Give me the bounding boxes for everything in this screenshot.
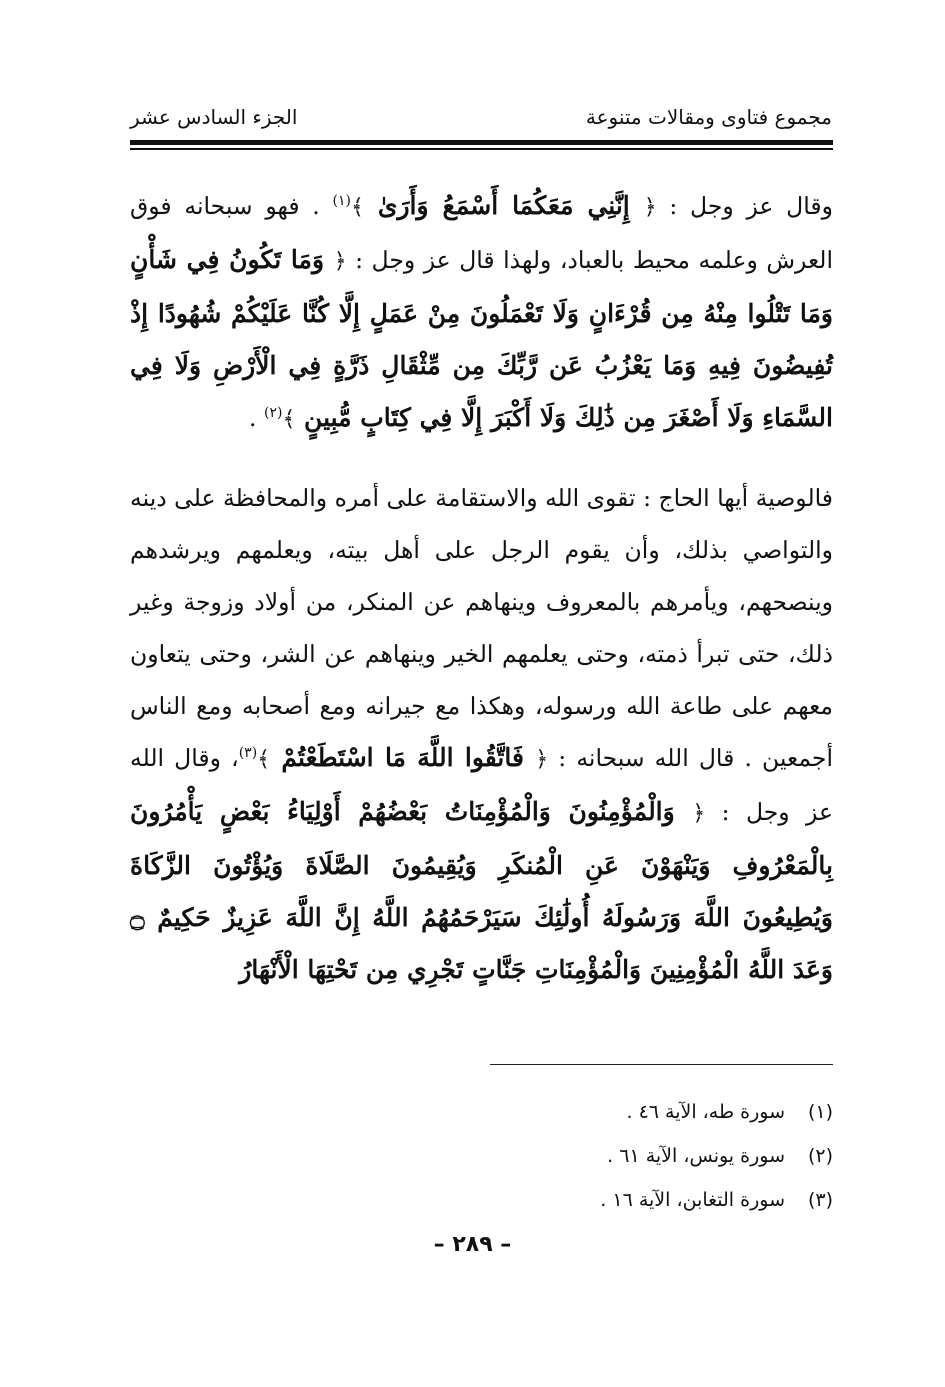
footnote-text: سورة التغابن، الآية ١٦ . bbox=[600, 1189, 785, 1211]
footnote-separator bbox=[490, 1064, 833, 1065]
quran-verse: وَمَا تَكُونُ فِي شَأْنٍ وَمَا تَتْلُوا مِنْهُ مِن قُرْءَانٍ وَلَا تَعْمَلُونَ مِنْ عَمَلٍ إِلَّا كُنَّا عَلَيْكُمْ شُهُودًا إِذْ تُفِيضُونَ فِيهِ وَمَا يَعْزُبُ عَن رَّبِّكَ مِن مِّثْقَالِ ذَرَّةٍ فِي الْأَرْضِ وَلَا فِي السَّمَاءِ وَلَا أَصْغَرَ مِن ذَٰلِكَ وَلَا أَكْبَرَ إِلَّا فِي كِتَابٍ مُّبِينٍ bbox=[130, 245, 833, 432]
quran-verse: إِنَّنِي مَعَكُمَا أَسْمَعُ وَأَرَىٰ bbox=[363, 191, 644, 220]
verse-bracket: ﴿ bbox=[333, 249, 347, 274]
verse-bracket: ﴿ bbox=[643, 195, 657, 220]
verse-bracket: ﴾ bbox=[351, 195, 364, 220]
paragraph bbox=[130, 472, 833, 996]
volume-label: الجزء السادس عشر bbox=[130, 105, 298, 129]
footnote-number: (٣) bbox=[807, 1189, 833, 1211]
text-run: وقال عز وجل : bbox=[656, 192, 833, 220]
footnotes bbox=[130, 1090, 833, 1222]
footnote-item bbox=[130, 1134, 833, 1178]
quran-verse: فَاتَّقُوا اللَّهَ مَا اسْتَطَعْتُمْ bbox=[270, 743, 536, 772]
header-rule-thin bbox=[130, 148, 833, 150]
footnote-item bbox=[130, 1178, 833, 1222]
text-run: . فهو سبحانه فوق العرش وعلمه محيط بالعباد، ولهذا قال عز وجل : bbox=[130, 192, 833, 274]
body-text bbox=[130, 180, 833, 996]
page-number: – ٢٨٩ – bbox=[433, 1232, 512, 1257]
quran-verse: وَالْمُؤْمِنُونَ وَالْمُؤْمِنَاتُ بَعْضُهُمْ أَوْلِيَاءُ بَعْضٍ يَأْمُرُونَ بِالْمَعْرُوفِ وَيَنْهَوْنَ عَنِ الْمُنكَرِ وَيُقِيمُونَ الصَّلَاةَ وَيُؤْتُونَ الزَّكَاةَ وَيُطِيعُونَ اللَّهَ وَرَسُولَهُ أُولَٰئِكَ سَيَرْحَمُهُمُ اللَّهُ إِنَّ اللَّهَ عَزِيزٌ حَكِيمٌ ۝ وَعَدَ اللَّهُ الْمُؤْمِنِينَ وَالْمُؤْمِنَاتِ جَنَّاتٍ تَجْرِي مِن تَحْتِهَا الْأَنْهَارُ bbox=[130, 797, 833, 984]
footnote-text: سورة يونس، الآية ٦١ . bbox=[607, 1145, 785, 1167]
text-run: . bbox=[249, 404, 264, 432]
footnote-ref: (١) bbox=[332, 193, 351, 210]
running-header bbox=[130, 100, 832, 134]
text-run: فالوصية أيها الحاج : تقوى الله والاستقامة على أمره والمحافظة على دينه والتواصي بذلك، وأن يقوم الرجل على أهل بيته، ويعلمهم ويرشدهم وينصحهم، ويأمرهم بالمعروف وينهاهم عن المنكر، من أولاد وزوجة وغير ذلك، حتى تبرأ ذمته، وحتى يعلمهم الخير وينهاهم عن الشر، وحتى يتعاون معهم على طاعة الله ورسوله، وهكذا مع جيرانه ومع أصحابه ومع الناس أجمعين . قال الله سبحانه : bbox=[130, 484, 833, 772]
footnote-number: (١) bbox=[807, 1101, 833, 1123]
footnote-number: (٢) bbox=[807, 1145, 833, 1167]
footnote-ref: (٣) bbox=[238, 745, 258, 762]
book-title: مجموع فتاوى ومقالات متنوعة bbox=[585, 105, 832, 129]
footnote-text: سورة طه، الآية ٤٦ . bbox=[626, 1101, 785, 1123]
text-run: ، وقال الله عز وجل : bbox=[130, 744, 833, 826]
header-rule-thick bbox=[130, 140, 833, 145]
verse-bracket: ﴿ bbox=[535, 747, 549, 772]
verse-bracket: ﴾ bbox=[257, 747, 271, 772]
verse-bracket: ﴿ bbox=[692, 801, 706, 826]
paragraph bbox=[130, 180, 833, 446]
footnote-ref: (٢) bbox=[263, 405, 283, 422]
footnote-item bbox=[130, 1090, 833, 1134]
verse-bracket: ﴾ bbox=[282, 407, 296, 432]
